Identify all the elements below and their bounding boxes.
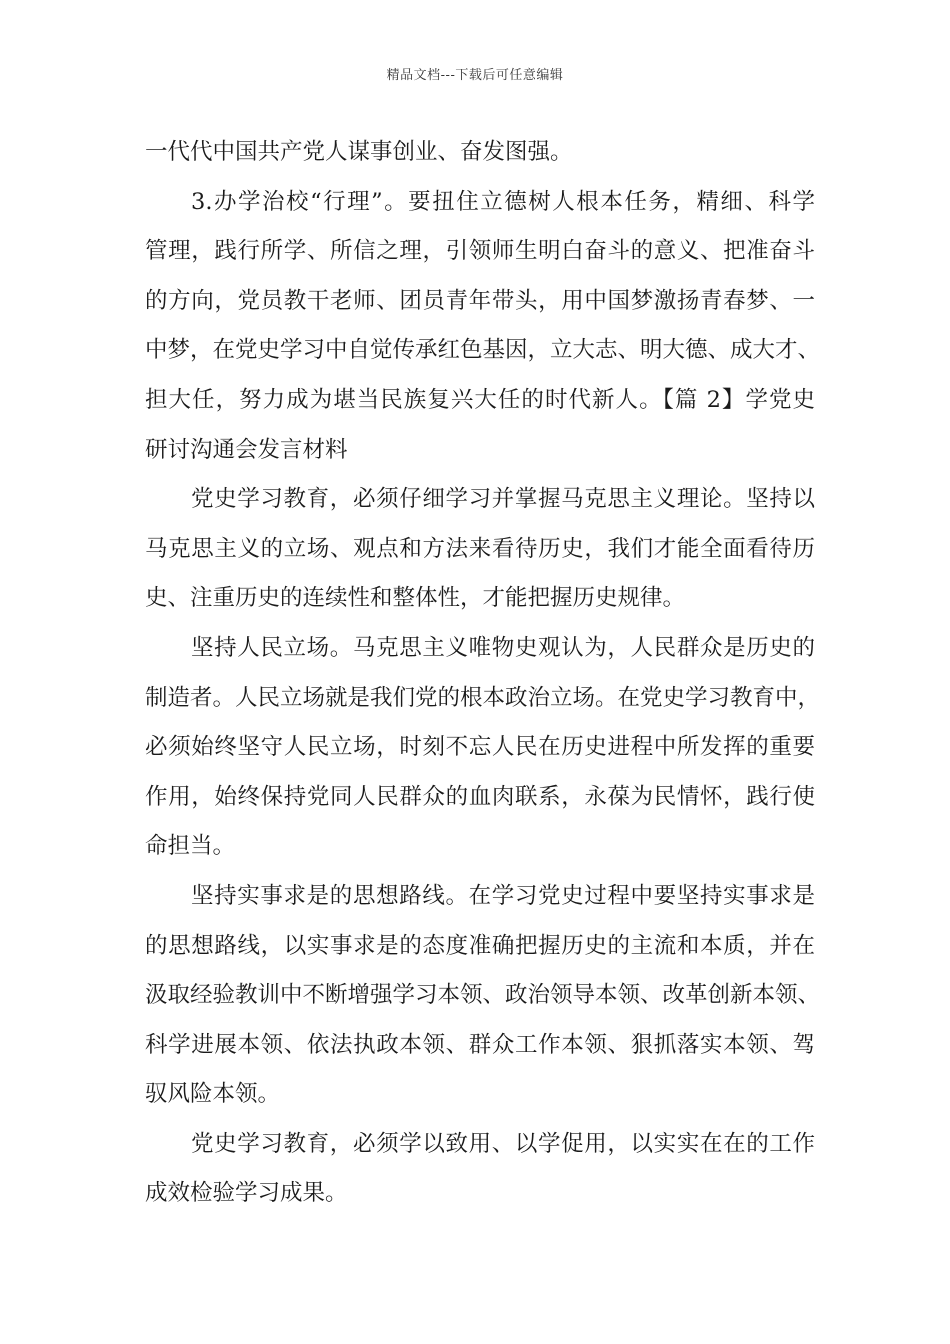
text-line: 马克思主义的立场、观点和方法来看待历史，我们才能全面看待历 (145, 535, 815, 562)
text-line: 中梦，在党史学习中自觉传承红色基因，立大志、明大德、成大才、 (145, 337, 821, 364)
page-header: 精品文档---下载后可任意编辑 (386, 68, 564, 83)
text-line: 制造者。人民立场就是我们党的根本政治立场。在党史学习教育中， (145, 684, 821, 711)
text-line: 必须始终坚守人民立场，时刻不忘人民在历史进程中所发挥的重要 (145, 734, 815, 761)
text-line: 管理，践行所学、所信之理，引领师生明白奋斗的意义、把准奋斗 (145, 238, 815, 265)
text-line: 成效检验学习成果。 (145, 1180, 348, 1207)
text-line: 坚持人民立场。马克思主义唯物史观认为，人民群众是历史的 (191, 634, 815, 661)
text-line: 的思想路线，以实事求是的态度准确把握历史的主流和本质，并在 (145, 932, 815, 959)
text-line: 作用，始终保持党同人民群众的血肉联系，永葆为民情怀，践行使 (145, 783, 815, 810)
text-line: 研讨沟通会发言材料 (145, 436, 348, 463)
text-line: 史、注重历史的连续性和整体性，才能把握历史规律。 (145, 585, 686, 612)
text-line: 的方向，党员教干老师、团员青年带头，用中国梦激扬青春梦、一 (145, 287, 815, 314)
text-line: 坚持实事求是的思想路线。在学习党史过程中要坚持实事求是 (191, 882, 815, 909)
text-line: 命担当。 (145, 833, 236, 860)
document-body (145, 128, 821, 1219)
text-line: 一代代中国共产党人谋事创业、奋发图强。 (145, 139, 573, 165)
text-line: 汲取经验教训中不断增强学习本领、政治领导本领、改革创新本领、 (145, 982, 821, 1009)
text-line: 党史学习教育，必须学以致用、以学促用，以实实在在的工作 (191, 1130, 815, 1157)
text-line: 3.办学治校“行理”。要扭住立德树人根本任务，精细、科学 (191, 188, 815, 215)
text-line: 担大任，努力成为堪当民族复兴大任的时代新人。【篇 2】学党史 (145, 386, 815, 413)
text-line: 科学进展本领、依法执政本领、群众工作本领、狠抓落实本领、驾 (145, 1031, 815, 1058)
text-line: 驭风险本领。 (145, 1081, 281, 1108)
text-line: 党史学习教育，必须仔细学习并掌握马克思主义理论。坚持以 (191, 486, 815, 513)
